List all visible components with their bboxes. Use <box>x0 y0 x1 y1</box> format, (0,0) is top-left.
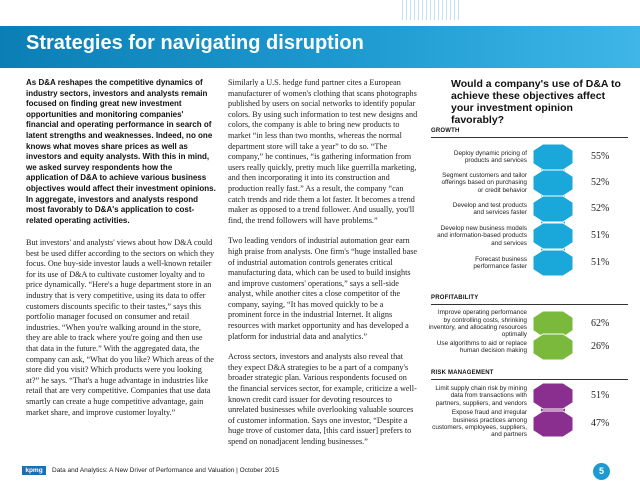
hexagon-marker <box>533 170 573 196</box>
hexagon-marker <box>533 383 573 409</box>
hexagon-marker <box>533 144 573 170</box>
objective-label: Develop new business models and information-based products and services <box>437 224 527 247</box>
page-title: Strategies for navigating disruption <box>26 32 364 54</box>
objective-label: Deploy dynamic pricing of products and services <box>453 149 527 164</box>
intro-paragraph: As D&A reshapes the competitive dynamics of industry sectors, investors and analysts remain focused on finding great new investment opportunities and monitoring companies' financial and operating performance in search of latent strengths and weaknesses. Indeed, no one knows what moves share prices as well as investors and equity analysts. With this in mind, we asked survey respondents how the application of D&A to achieve various business objectives would affect their investment opinions. In aggregate, investors and analysts respond most favorably to D&A's application to cost-related operating activities. <box>26 78 216 225</box>
hexagon-marker <box>533 334 573 360</box>
footer-text: Data and Analytics: A New Driver of Performance and Valuation | October 2015 <box>52 467 280 474</box>
hexagon-marker <box>533 411 573 437</box>
hexagon-marker <box>533 250 573 276</box>
objective-percent: 51% <box>591 257 610 268</box>
objective-percent: 47% <box>591 418 610 429</box>
objective-percent: 52% <box>591 203 610 214</box>
objective-label: Expose fraud and irregular business practices among customers, employees, suppliers, and partners <box>432 409 527 439</box>
objective-label: Forecast business performance faster <box>473 255 527 270</box>
footer <box>0 458 640 495</box>
objective-percent: 52% <box>591 177 610 188</box>
objective-label: Improve operating performance by controlling costs, shrinking inventory, and allocating resources optimally <box>428 309 527 339</box>
body-paragraph: Two leading vendors of industrial automation gear earn high praise from analysts. One firm's “huge installed base of industrial automation controls generates critical manufacturing data, which can be used to build insights and improve customers' operations,” says a sell-side analyst, while another cites a close competitor of the company, saying, “It has moved quickly to be a prominent force in the industrial Internet. It aligns resources with market opportunity and has developed a platform for industrial data and analytics.” <box>228 236 418 341</box>
objective-percent: 51% <box>591 390 610 401</box>
section-label-risk: RISK MANAGEMENT <box>431 370 494 376</box>
section-label-profitability: PROFITABILITY <box>431 295 479 301</box>
objective-label: Limit supply chain risk by mining data from transactions with partners, suppliers, and vendors <box>435 384 527 407</box>
objective-percent: 26% <box>591 341 610 352</box>
objective-label: Develop and test products and services faster <box>452 201 527 216</box>
body-paragraph: Similarly a U.S. hedge fund partner cites a European manufacturer of women's clothing that scans photographs published by users on social networks to identify popular colors. By using such information to test new designs and colors, the company is able to bring new products to market “in less than two months, whereas the normal department store will take a year” to do so. “The company,” he continues, “is gathering information from users really quickly, pretty much like guerrilla marketing, and then incorporating it into its construction and production really fast.” As a result, the company “can catch trends and ride them a lot faster. It becomes a trend maker as opposed to a trend follower. And usually, you'll find, the trend followers will have problems.” <box>228 78 418 225</box>
page-number: 5 <box>593 463 610 480</box>
objective-percent: 55% <box>591 151 610 162</box>
body-paragraph: But investors' and analysts' views about how D&A could best be used differ according to the sectors on which they focus. One buy-side investor lauds a well-known retailer for its use of D&A to cultivate customer loyalty and to price dynamically. “Here's a huge department store in an industry that is very competitive, using its data to offer customers discounts specific to their tastes,” says this portfolio manager focused on consumer and retail industries. “When you're walking around in the store, they are able to track where you're going and then use that data in the future.” With the aggregated data, the company can ask, “What do you like? Which areas of the store did you visit? Which products were you looking at?” he says. “That's a huge advantage in industries like retail that are very competitive. Companies that use data smartly can create a huge competitive advantage, gain market share, and improve customer loyalty.” <box>26 238 215 417</box>
objective-label: Use algorithms to aid or replace human decision making <box>436 339 527 354</box>
sidebar-question: Would a company's use of D&A to achieve these objectives affect your investment opinion favorably? <box>451 78 621 126</box>
objective-percent: 51% <box>591 230 610 241</box>
objective-label: Segment customers and tailor offerings based on purchasing or credit behavior <box>441 171 527 194</box>
kpmg-logo: kpmg <box>22 466 46 475</box>
hexagon-marker <box>533 311 573 337</box>
hexagon-marker <box>533 223 573 249</box>
body-paragraph: Across sectors, investors and analysts also reveal that they expect D&A strategies to be a part of a company's broader strategic plan. Various respondents focused on the financial services sector, for example, criticize a well-known credit card issuer for devoting resources to unrelated businesses while overlooking valuable sources of customer information. Says one investor, “Despite a huge trove of customer data, [this card issuer] prefers to spend on nonadjacent lending businesses.” <box>228 352 417 446</box>
section-label-growth: GROWTH <box>431 128 460 134</box>
hexagon-marker <box>533 196 573 222</box>
objective-percent: 62% <box>591 318 610 329</box>
